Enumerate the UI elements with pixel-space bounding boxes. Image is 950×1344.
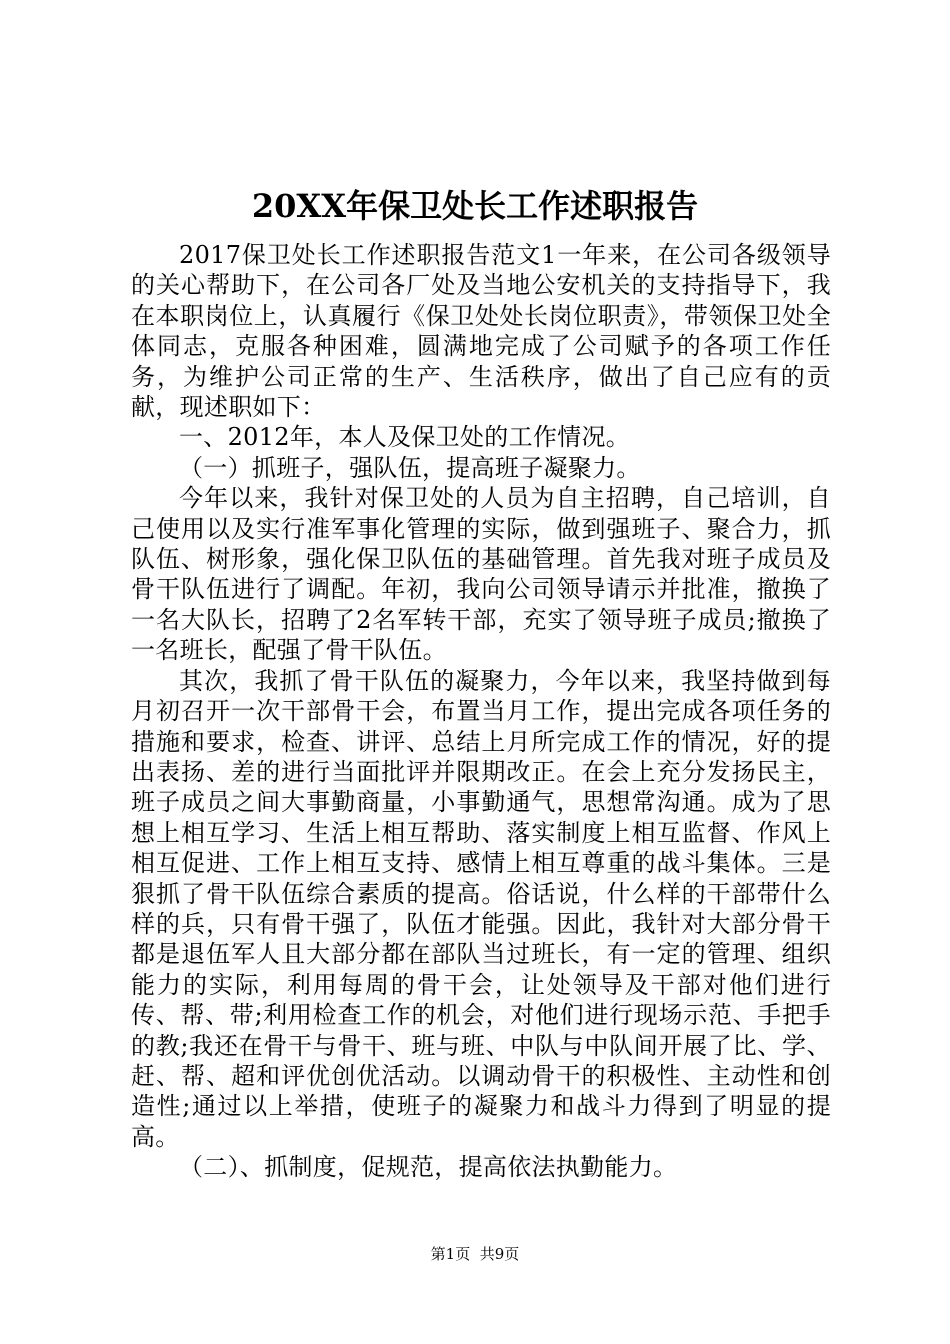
paragraph-cohesion: 其次，我抓了骨干队伍的凝聚力，今年以来，我坚持做到每月初召开一次干部骨干会，布置当月工作，提出完成各项任务的措施和要求，检查、讲评、总结上月所完成工作的情况，好的提出表扬、差的进行当面批评并限期改正。在会上充分发扬民主，班子成员之间大事勤商量，小事勤通气，思想常沟通。成为了思想上相互学习、生活上相互帮助、落实制度上相互监督、作风上相互促进、工作上相互支持、感情上相互尊重的战斗集体。三是狠抓了骨干队伍综合素质的提高。俗话说，什么样的干部带什么样的兵，只有骨干强了，队伍才能强。因此，我针对大部分骨干都是退伍军人且大部分都在部队当过班长，有一定的管理、组织能力的实际，利用每周的骨干会，让处领导及干部对他们进行传、帮、带;利用检查工作的机会，对他们进行现场示范、手把手的教;我还在骨干与骨干、班与班、中队与中队间开展了比、学、赶、帮、超和评优创优活动。以调动骨干的积极性、主动性和创造性;通过以上举措，使班子的凝聚力和战斗力得到了明显的提高。 (131, 666, 831, 1151)
document-title: 20XX年保卫处长工作述职报告 (251, 187, 699, 225)
paragraph-intro: 2017保卫处长工作述职报告范文1一年来，在公司各级领导的关心帮助下，在公司各厂处及当地公安机关的支持指导下，我在本职岗位上，认真履行《保卫处处长岗位职责》，带领保卫处全体同志，克服各种困难，圆满地完成了公司赋予的各项工作任务，为维护公司正常的生产、生活秩序，做出了自己应有的贡献，现述职如下： (131, 241, 831, 422)
page-number: 第1页 (430, 1245, 471, 1263)
paragraph-subsection-heading-1: （一）抓班子，强队伍，提高班子凝聚力。 (179, 453, 641, 482)
page-total: 共9页 (479, 1245, 520, 1263)
paragraph-team-adjustment: 今年以来，我针对保卫处的人员为自主招聘，自己培训，自己使用以及实行准军事化管理的实际，做到强班子、聚合力，抓队伍、树形象，强化保卫队伍的基础管理。首先我对班子成员及骨干队伍进行了调配。年初，我向公司领导请示并批准，撤换了一名大队长，招聘了2名军转干部，充实了领导班子成员;撤换了一名班长，配强了骨干队伍。 (131, 484, 831, 665)
page-footer (0, 1244, 950, 1264)
paragraph-section-heading: 一、2012年，本人及保卫处的工作情况。 (179, 423, 631, 452)
paragraph-subsection-heading-2: （二）、抓制度，促规范，提高依法执勤能力。 (179, 1153, 678, 1182)
document-body (131, 240, 831, 1183)
